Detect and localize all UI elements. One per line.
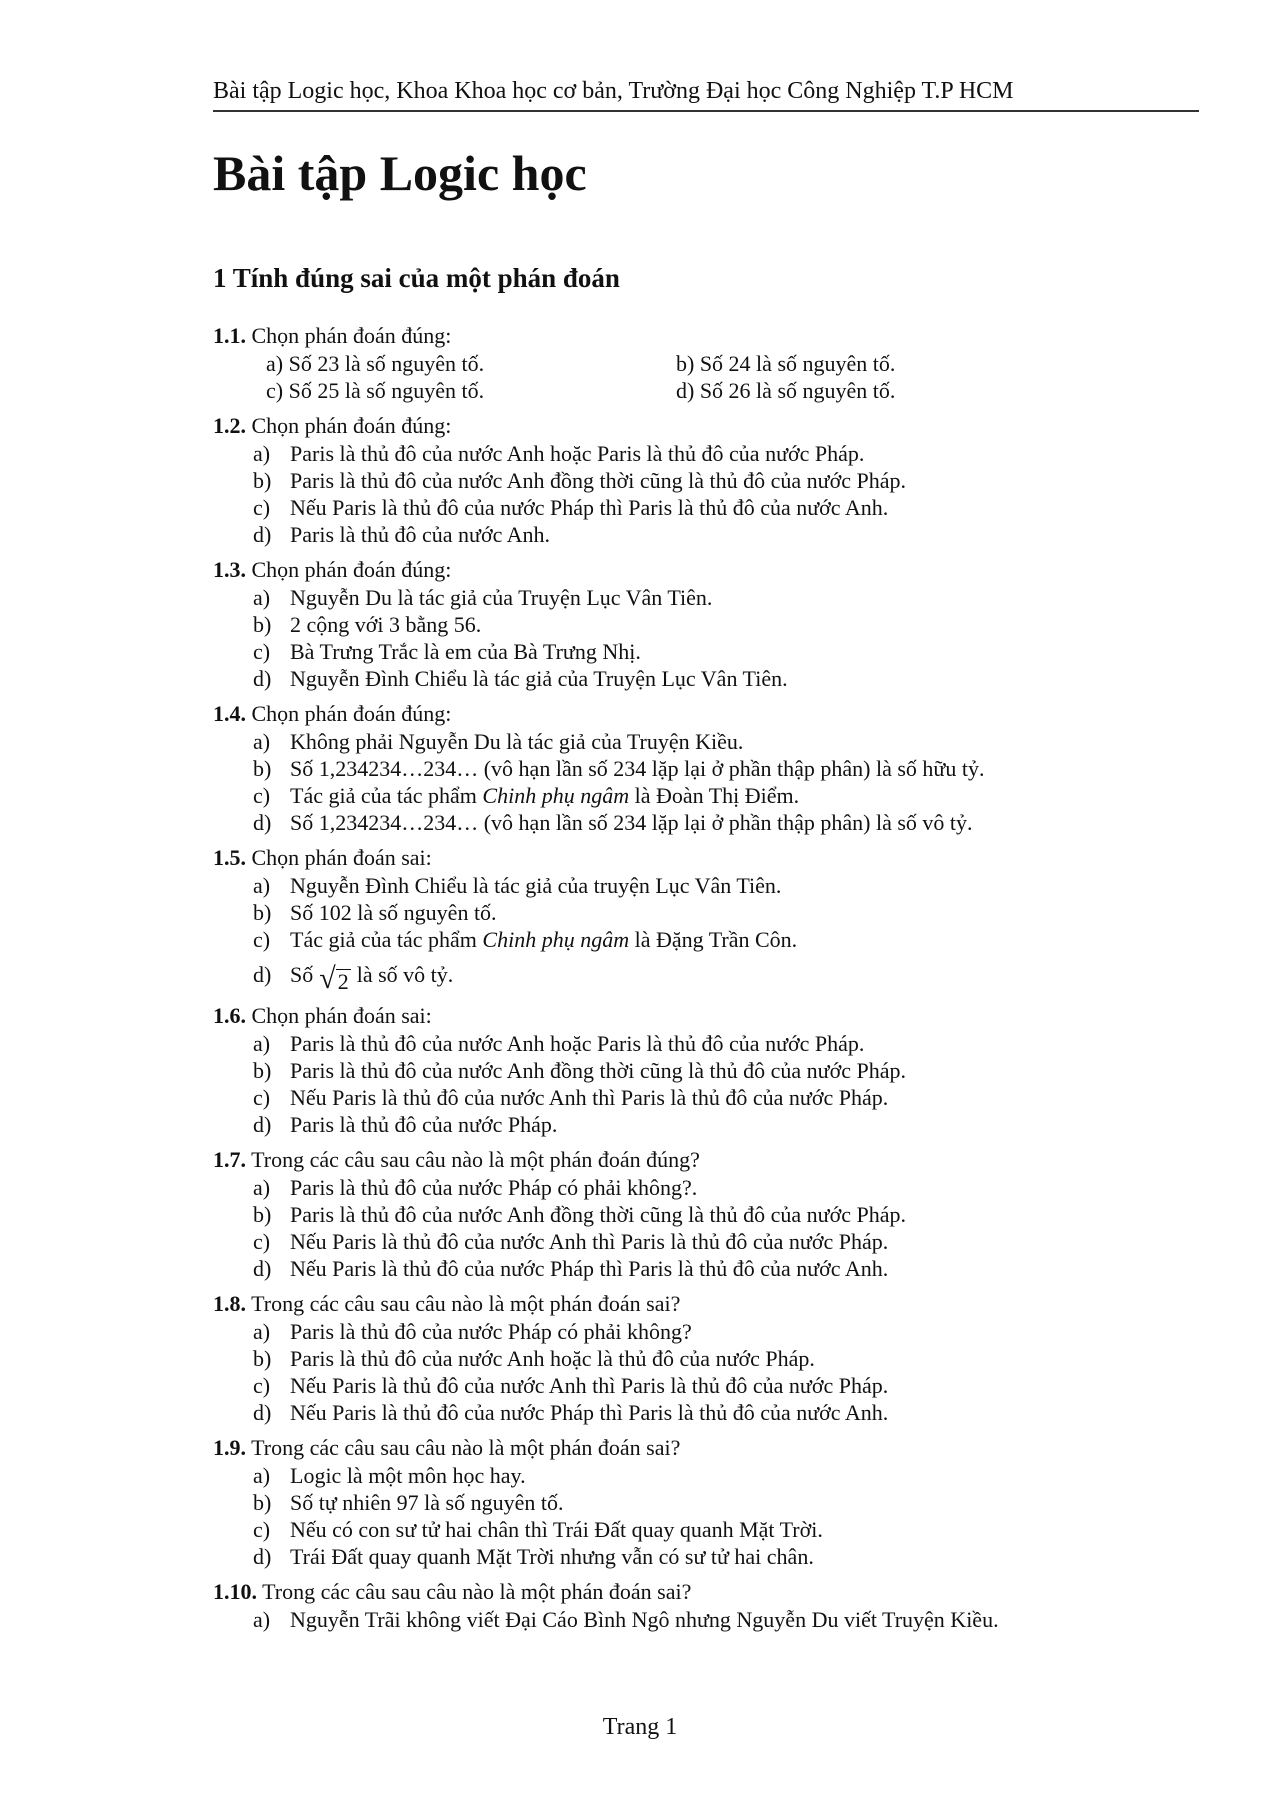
option-text-suffix: là Đoàn Thị Điểm. bbox=[629, 783, 800, 808]
option-b bbox=[253, 755, 1199, 782]
option-grid bbox=[266, 350, 1199, 404]
work-title: Chinh phụ ngâm bbox=[482, 783, 630, 808]
option-letter: c) bbox=[253, 639, 271, 664]
option-text: Nguyễn Đình Chiểu là tác giả của truyện Lục Vân Tiên. bbox=[290, 873, 782, 898]
option-letter: d) bbox=[253, 666, 272, 691]
option-text: Số tự nhiên 97 là số nguyên tố. bbox=[290, 1490, 564, 1515]
option-b bbox=[253, 1057, 1199, 1084]
question-prompt: Chọn phán đoán đúng: bbox=[251, 557, 452, 582]
option-b bbox=[253, 467, 1199, 494]
question-1-2 bbox=[213, 412, 1199, 548]
question-prompt: Trong các câu sau câu nào là một phán đoán đúng? bbox=[251, 1147, 700, 1172]
question-1-6 bbox=[213, 1002, 1199, 1138]
option-text: Nguyễn Trãi không viết Đại Cáo Bình Ngô nhưng Nguyễn Du viết Truyện Kiều. bbox=[290, 1607, 999, 1632]
question-number: 1.1. bbox=[213, 323, 246, 348]
option-b bbox=[253, 1345, 1199, 1372]
question-number: 1.9. bbox=[213, 1435, 246, 1460]
option-text: Paris là thủ đô của nước Anh đồng thời cũng là thủ đô của nước Pháp. bbox=[290, 1058, 906, 1083]
option-a bbox=[253, 1318, 1199, 1345]
option-d bbox=[253, 959, 1199, 994]
option-text: Paris là thủ đô của nước Anh hoặc là thủ đô của nước Pháp. bbox=[290, 1346, 815, 1371]
option-letter: b) bbox=[253, 1058, 272, 1083]
option-letter: c) bbox=[253, 927, 271, 952]
option-text: Paris là thủ đô của nước Anh hoặc Paris là thủ đô của nước Pháp. bbox=[290, 441, 865, 466]
question-prompt: Chọn phán đoán đúng: bbox=[251, 701, 452, 726]
option-d bbox=[253, 1543, 1199, 1570]
option-text: Nếu Paris là thủ đô của nước Anh thì Paris là thủ đô của nước Pháp. bbox=[290, 1229, 889, 1254]
option-letter: b) bbox=[253, 756, 272, 781]
option-letter: d) bbox=[253, 962, 272, 987]
question-1-8 bbox=[213, 1290, 1199, 1426]
option-letter: a) bbox=[253, 1463, 271, 1488]
question-number: 1.10. bbox=[213, 1579, 257, 1604]
radicand: 2 bbox=[337, 969, 349, 994]
page-number: Trang 1 bbox=[602, 1714, 678, 1740]
question-number: 1.6. bbox=[213, 1003, 246, 1028]
radical-sign: √ bbox=[319, 962, 336, 995]
option-text: Paris là thủ đô của nước Anh hoặc Paris là thủ đô của nước Pháp. bbox=[290, 1031, 865, 1056]
option-c bbox=[253, 782, 1199, 809]
option-d bbox=[253, 1255, 1199, 1282]
question-number: 1.5. bbox=[213, 845, 246, 870]
option-letter: c) bbox=[253, 495, 271, 520]
question-prompt: Trong các câu sau câu nào là một phán đoán sai? bbox=[251, 1435, 681, 1460]
option-c bbox=[253, 1516, 1199, 1543]
running-header: Bài tập Logic học, Khoa Khoa học cơ bản, Trường Đại học Công Nghiệp T.P HCM bbox=[213, 76, 1199, 112]
question-prompt: Trong các câu sau câu nào là một phán đoán sai? bbox=[262, 1579, 692, 1604]
option-text: Số 102 là số nguyên tố. bbox=[290, 900, 497, 925]
option-letter: d) bbox=[253, 1544, 272, 1569]
option-letter: a) bbox=[253, 1175, 271, 1200]
option-c: c) Số 25 là số nguyên tố. bbox=[266, 378, 485, 403]
option-a bbox=[253, 872, 1199, 899]
option-text: Nguyễn Du là tác giả của Truyện Lục Vân Tiên. bbox=[290, 585, 713, 610]
option-d bbox=[253, 1399, 1199, 1426]
option-text: Số 1,234234…234… (vô hạn lần số 234 lặp lại ở phần thập phân) là số hữu tỷ. bbox=[290, 756, 985, 781]
option-letter: d) bbox=[253, 810, 272, 835]
option-text bbox=[290, 926, 1199, 953]
option-text-suffix: là Đặng Trần Côn. bbox=[629, 927, 798, 952]
option-letter: c) bbox=[253, 1229, 271, 1254]
option-letter: c) bbox=[253, 1517, 271, 1542]
option-letter: a) bbox=[253, 729, 271, 754]
option-a bbox=[253, 1174, 1199, 1201]
question-1-5 bbox=[213, 844, 1199, 994]
question-number: 1.4. bbox=[213, 701, 246, 726]
option-text: Nếu Paris là thủ đô của nước Pháp thì Paris là thủ đô của nước Anh. bbox=[290, 1256, 889, 1281]
option-a bbox=[253, 1030, 1199, 1057]
option-letter: b) bbox=[253, 612, 272, 637]
question-number: 1.7. bbox=[213, 1147, 246, 1172]
question-list bbox=[213, 322, 1199, 1641]
option-text: Nếu Paris là thủ đô của nước Pháp thì Paris là thủ đô của nước Anh. bbox=[290, 1400, 889, 1425]
option-d bbox=[253, 665, 1199, 692]
option-text-prefix: Tác giả của tác phẩm bbox=[290, 783, 483, 808]
option-d: d) Số 26 là số nguyên tố. bbox=[676, 378, 896, 403]
option-text: 2 cộng với 3 bằng 56. bbox=[290, 612, 482, 637]
option-b bbox=[253, 611, 1199, 638]
question-1-9 bbox=[213, 1434, 1199, 1570]
option-letter: d) bbox=[253, 1400, 272, 1425]
section-heading: 1 Tính đúng sai của một phán đoán bbox=[213, 263, 620, 293]
option-text: Paris là thủ đô của nước Pháp có phải không?. bbox=[290, 1175, 698, 1200]
question-number: 1.2. bbox=[213, 413, 246, 438]
option-letter: a) bbox=[253, 441, 271, 466]
option-c bbox=[253, 638, 1199, 665]
option-text: Trái Đất quay quanh Mặt Trời nhưng vẫn có sư tử hai chân. bbox=[290, 1544, 814, 1569]
option-letter: d) bbox=[253, 1256, 272, 1281]
option-text: Paris là thủ đô của nước Pháp. bbox=[290, 1112, 558, 1137]
square-root-expression bbox=[319, 964, 350, 994]
option-text-prefix: Tác giả của tác phẩm bbox=[290, 927, 483, 952]
option-d bbox=[253, 809, 1199, 836]
question-1-1 bbox=[213, 322, 1199, 404]
option-text: Nếu Paris là thủ đô của nước Anh thì Paris là thủ đô của nước Pháp. bbox=[290, 1373, 889, 1398]
option-text: Paris là thủ đô của nước Pháp có phải không? bbox=[290, 1319, 692, 1344]
option-text: Số 1,234234…234… (vô hạn lần số 234 lặp lại ở phần thập phân) là số vô tỷ. bbox=[290, 810, 973, 835]
question-prompt: Chọn phán đoán đúng: bbox=[251, 323, 452, 348]
option-letter: b) bbox=[253, 900, 272, 925]
option-a bbox=[253, 728, 1199, 755]
option-b bbox=[253, 1489, 1199, 1516]
option-a bbox=[253, 1606, 1199, 1633]
question-prompt: Chọn phán đoán đúng: bbox=[251, 413, 452, 438]
option-text: Logic là một môn học hay. bbox=[290, 1463, 526, 1488]
option-b: b) Số 24 là số nguyên tố. bbox=[676, 351, 896, 376]
option-letter: a) bbox=[253, 1031, 271, 1056]
option-letter: a) bbox=[253, 873, 271, 898]
option-text: Paris là thủ đô của nước Anh. bbox=[290, 522, 551, 547]
option-letter: a) bbox=[253, 1607, 271, 1632]
option-text: Paris là thủ đô của nước Anh đồng thời cũng là thủ đô của nước Pháp. bbox=[290, 1202, 906, 1227]
question-prompt: Chọn phán đoán sai: bbox=[251, 845, 432, 870]
work-title: Chinh phụ ngâm bbox=[482, 927, 630, 952]
option-text: Nguyễn Đình Chiểu là tác giả của Truyện Lục Vân Tiên. bbox=[290, 666, 788, 691]
option-text: Nếu có con sư tử hai chân thì Trái Đất quay quanh Mặt Trời. bbox=[290, 1517, 823, 1542]
option-b bbox=[253, 899, 1199, 926]
option-a bbox=[253, 440, 1199, 467]
question-prompt: Chọn phán đoán sai: bbox=[251, 1003, 432, 1028]
question-1-10 bbox=[213, 1578, 1199, 1633]
question-1-3 bbox=[213, 556, 1199, 692]
option-d bbox=[253, 1111, 1199, 1138]
option-letter: d) bbox=[253, 522, 272, 547]
option-letter: b) bbox=[253, 1490, 272, 1515]
option-c bbox=[253, 926, 1199, 953]
option-text: Bà Trưng Trắc là em của Bà Trưng Nhị. bbox=[290, 639, 641, 664]
option-c bbox=[253, 1084, 1199, 1111]
option-text bbox=[290, 959, 1199, 994]
option-letter: b) bbox=[253, 468, 272, 493]
option-letter: b) bbox=[253, 1346, 272, 1371]
option-b bbox=[253, 1201, 1199, 1228]
question-prompt: Trong các câu sau câu nào là một phán đoán sai? bbox=[251, 1291, 681, 1316]
option-c bbox=[253, 1228, 1199, 1255]
option-c bbox=[253, 1372, 1199, 1399]
option-text bbox=[290, 782, 1199, 809]
option-text: Nếu Paris là thủ đô của nước Pháp thì Paris là thủ đô của nước Anh. bbox=[290, 495, 889, 520]
option-a bbox=[253, 584, 1199, 611]
question-number: 1.3. bbox=[213, 557, 246, 582]
question-1-4 bbox=[213, 700, 1199, 836]
option-letter: a) bbox=[253, 585, 271, 610]
option-text-prefix: Số bbox=[290, 962, 314, 987]
option-letter: c) bbox=[253, 783, 271, 808]
option-letter: b) bbox=[253, 1202, 272, 1227]
option-letter: d) bbox=[253, 1112, 272, 1137]
option-text: Paris là thủ đô của nước Anh đồng thời cũng là thủ đô của nước Pháp. bbox=[290, 468, 906, 493]
document-title: Bài tập Logic học bbox=[213, 145, 587, 201]
option-d bbox=[253, 521, 1199, 548]
option-letter: c) bbox=[253, 1373, 271, 1398]
option-letter: c) bbox=[253, 1085, 271, 1110]
option-text-suffix: là số vô tỷ. bbox=[356, 962, 454, 987]
option-c bbox=[253, 494, 1199, 521]
option-text: Nếu Paris là thủ đô của nước Anh thì Paris là thủ đô của nước Pháp. bbox=[290, 1085, 889, 1110]
option-a bbox=[253, 1462, 1199, 1489]
option-letter: a) bbox=[253, 1319, 271, 1344]
option-text: Không phải Nguyễn Du là tác giả của Truyện Kiều. bbox=[290, 729, 744, 754]
question-1-7 bbox=[213, 1146, 1199, 1282]
question-number: 1.8. bbox=[213, 1291, 246, 1316]
option-a: a) Số 23 là số nguyên tố. bbox=[266, 351, 485, 376]
